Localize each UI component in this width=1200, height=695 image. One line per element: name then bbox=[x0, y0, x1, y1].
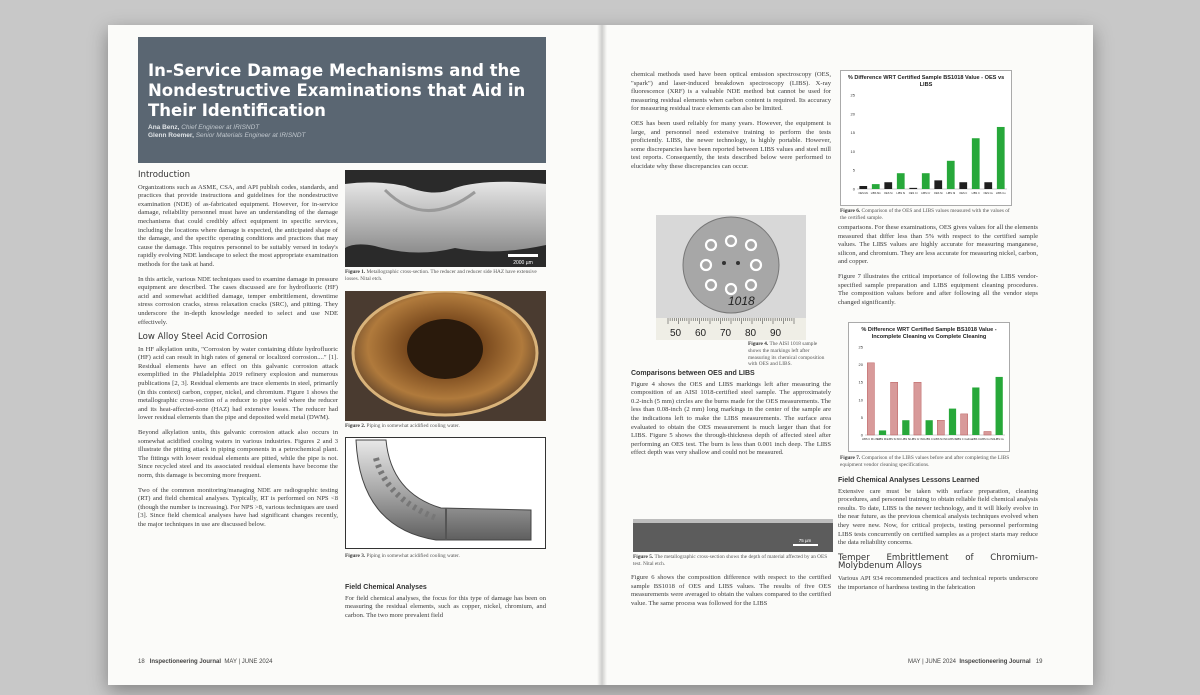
bar bbox=[897, 173, 905, 189]
x-tick-label: LIBS Cu bbox=[995, 192, 1006, 195]
figure-5-caption: Figure 5. The metallographic cross-section shows the depth of material affected by an OES test. Nital etch. bbox=[633, 554, 828, 567]
paragraph: Figure 4 shows the OES and LIBS markings left after measuring the composition of an AISI 1018-certified steel sample. The approximately 0.2-inch (5 mm) circles are the burns made for the OES measurements. The less than 0.08-inch (2 mm) long markings in the center of the sample are the indications left to make the LIBS measurements. The surface area evaluated to obtain the OES measurement is much larger than that for LIBS. Figure 5 shows the through-thickness depth of affected steel after performing an OES test. The burn is less than 0.001 inch deep. The LIBS effect depth was very shallow and could not be measured. bbox=[631, 380, 831, 457]
bar bbox=[947, 161, 955, 189]
y-tick-label: 5 bbox=[852, 167, 855, 173]
x-tick-label: LIBS C Mn INC bbox=[861, 438, 880, 441]
x-tick-label: LIBS Cu INC bbox=[980, 438, 995, 441]
figure-6-caption: Figure 6. Comparison of the OES and LIBS values measured with the values of the certified sample. bbox=[840, 208, 1010, 221]
figure-1-scale: 2000 µm bbox=[513, 260, 533, 266]
heading-temper: Temper Embrittlement of Chromium-Molybdenum Alloys bbox=[838, 552, 1038, 572]
x-tick-label: LIBS Mn bbox=[870, 192, 881, 195]
bar bbox=[926, 420, 933, 435]
author-1-name: Ana Benz, bbox=[148, 124, 180, 131]
x-tick-label: OES Si bbox=[883, 192, 893, 195]
bar bbox=[914, 382, 921, 435]
x-tick-label: LIBS Si INC bbox=[887, 438, 902, 441]
bar bbox=[891, 382, 898, 435]
y-tick-label: 5 bbox=[860, 414, 863, 420]
bar bbox=[867, 363, 874, 435]
x-tick-label: OES Cr bbox=[908, 192, 918, 195]
paragraph: Figure 7 illustrates the critical importance of following the LIBS vendor-specified sample preparation and LIBS equipment cleaning procedures. The composition values before and after following all the vendor steps changed significantly. bbox=[838, 272, 1038, 306]
author-1-role: Chief Engineer at IRISNDT bbox=[181, 124, 260, 131]
x-tick-label: OES C bbox=[959, 192, 968, 195]
paragraph: chemical methods used have been optical emission spectroscopy (OES, "spark") and laser-induced breakdown spectroscopy (LIBS). X-ray fluorescence (XRF) is a valuable NDE method but cannot be used for measuring residual elements when carbon content is required. Its accuracy for measuring residual trace elements can also be limited. bbox=[631, 71, 831, 113]
figure-4-image bbox=[656, 215, 806, 340]
y-tick-label: 20 bbox=[858, 362, 863, 368]
figure-5-image bbox=[633, 519, 833, 552]
paragraph: For field chemical analyses, the focus for this type of damage has been on measuring the residual elements, such as copper, nickel, chromium, and carbon. The two more prevalent field bbox=[345, 594, 546, 619]
paragraph: Two of the common monitoring/managing NDE are radiographic testing (RT) and field chemical analyses. Typically, RT is performed on NPS <8 (though the number is increasing). For NPS >8, various techniques are used [3]. Since field chemical analyses have had significant changes recently, the major techniques in use are discussed below. bbox=[138, 486, 338, 528]
x-tick-label: LIBS Ni bbox=[948, 438, 957, 441]
y-tick-label: 0 bbox=[852, 186, 855, 192]
heading-field-chemical: Field Chemical Analyses bbox=[345, 584, 427, 591]
chart-6-title: % Difference WRT Certified Sample BS1018 Value - OES vs LIBS bbox=[847, 75, 1005, 88]
figure-4-handwriting: 1018 bbox=[728, 294, 755, 308]
y-tick-label: 20 bbox=[850, 111, 855, 117]
ruler-label: 50 bbox=[670, 328, 682, 339]
y-tick-label: 25 bbox=[858, 344, 863, 350]
x-tick-label: LIBS Cr INC bbox=[910, 438, 925, 441]
right-footer: MAY | JUNE 2024 Inspectioneering Journal 19 bbox=[908, 659, 1043, 665]
article-title: In-Service Damage Mechanisms and the Nondestructive Examinations that Aid in Their Identification bbox=[148, 61, 526, 120]
bar bbox=[984, 431, 991, 435]
y-tick-label: 15 bbox=[858, 379, 863, 385]
bar bbox=[884, 182, 892, 189]
byline bbox=[148, 124, 536, 140]
right-column-1-bottom bbox=[631, 574, 831, 614]
magazine-spread bbox=[108, 25, 1093, 685]
figure-4-caption: Figure 4. The AISI 1018 sample shows the markings left after measuring its chemical composition with OES and LIBS. bbox=[748, 341, 825, 368]
left-footer: 18 Inspectioneering Journal MAY | JUNE 2024 bbox=[138, 659, 273, 665]
x-tick-label: LIBS Si bbox=[896, 192, 906, 195]
bar bbox=[972, 138, 980, 189]
ruler-label: 70 bbox=[720, 328, 732, 339]
paragraph: Figure 6 shows the composition difference with respect to the certified sample BS1018 of OES and LIBS values. The results of five OES measurements were averaged to obtain the values compared to the certified value. The same process was followed for the LIBS bbox=[631, 574, 831, 607]
x-tick-label: LIBS Ni bbox=[946, 192, 956, 195]
paragraph: In HF alkylation units, "Corrosion by water containing dilute hydrofluoric (HF) acid can result in high rates of general or localized corrosion...." [1]. Residual elements have an effect on this galvanic corrosion attack exemplified in the Philadelphia 2019 refinery explosion and numerous publications [2, 3]. Residual elements are trace elements in steel, primarily (in this context) carbon, copper, nickel, and chromium. Figure 1 shows the metallographic cross-section of a reducer to pipe weld where the reducer and its heat-affected-zone (HAZ) had extensive losses. The reducer had lower residual elements than the pipe and deposited weld metal (DWM). bbox=[138, 345, 338, 422]
bar bbox=[872, 184, 880, 189]
bar bbox=[997, 127, 1005, 189]
x-tick-label: OES Mn bbox=[858, 192, 869, 195]
figure-3-caption: Figure 3. Piping in somewhat acidified cooling water. bbox=[345, 553, 460, 559]
ruler-label: 80 bbox=[745, 328, 757, 339]
x-tick-label: LIBS Ni INC bbox=[933, 438, 948, 441]
right-column-2-bottom bbox=[838, 474, 1038, 598]
author-2-role: Senior Materials Engineer at IRISNDT bbox=[195, 132, 306, 139]
bar bbox=[972, 387, 979, 435]
bar bbox=[984, 182, 992, 189]
paragraph: In this article, various NDE techniques used to examine damage in pressure equipment are described. The cases discussed are for hydrofluoric (HF) acid and somewhat acidified damage, temper embrittlement, downtime stress corrosion cracks, stress relaxation cracks (SRC), and pitting. They underscore the in-depth knowledge needed to select and use NDE effectively. bbox=[138, 275, 338, 326]
paragraph: Beyond alkylation units, this galvanic corrosion attack also occurs in somewhat acidified cooling waters in various industries. Figures 2 and 3 illustrate the pitting attack in piping components in a petrochemical plant. The fittings with lower residual elements are pitted, while the pipe is not. Since recycled steel and its associated residual elements have become the norm, this damage is becoming more frequent. bbox=[138, 429, 338, 479]
figure-7-caption: Figure 7. Comparison of the LIBS values before and after completing the LIBS equipment vendor cleaning specifications. bbox=[840, 455, 1010, 468]
figure-2-caption: Figure 2. Piping in somewhat acidified cooling water. bbox=[345, 423, 460, 429]
heading-low-alloy: Low Alloy Steel Acid Corrosion bbox=[138, 332, 268, 343]
right-column-1-mid bbox=[631, 367, 831, 464]
figure-3-image bbox=[345, 437, 546, 549]
y-tick-label: 10 bbox=[850, 148, 855, 154]
figure-7-chart bbox=[848, 322, 1010, 452]
ruler-label: 60 bbox=[695, 328, 707, 339]
paragraph: comparisons. For these examinations, OES gives values for all the elements measured that differ less than 5% with respect to the certified sample values. The LIBS values are highly accurate for measuring manganese, silicon, and chromium. They are less accurate for measuring nickel, carbon, and copper. bbox=[838, 224, 1038, 266]
bar bbox=[909, 188, 917, 189]
bar bbox=[902, 420, 909, 435]
bar bbox=[937, 420, 944, 435]
heading-introduction: Introduction bbox=[138, 170, 191, 180]
y-tick-label: 10 bbox=[858, 397, 863, 403]
figure-1-caption: Figure 1. Metallographic cross-section. The reducer and reducer side HAZ have extensive losses. Nital etch. bbox=[345, 269, 537, 282]
x-tick-label: LIBS Cr bbox=[921, 192, 931, 195]
x-tick-label: LIBS Si bbox=[901, 438, 911, 441]
x-tick-label: LIBS C Carbon bbox=[955, 438, 973, 441]
y-tick-label: 25 bbox=[850, 92, 855, 98]
page-gutter bbox=[597, 25, 607, 685]
bar bbox=[934, 180, 942, 189]
bar bbox=[959, 182, 967, 189]
y-tick-label: 15 bbox=[850, 130, 855, 136]
ruler-label: 90 bbox=[770, 328, 782, 339]
x-tick-label: LIBS Cr bbox=[924, 438, 934, 441]
article-header bbox=[138, 37, 546, 163]
x-tick-label: OES Ni bbox=[933, 192, 943, 195]
figure-5-scale: 75 µm bbox=[798, 538, 812, 543]
x-tick-label: LIBS C bbox=[971, 438, 980, 441]
left-column-text bbox=[138, 167, 338, 536]
paragraph: Organizations such as ASME, CSA, and API publish codes, standards, and practices that provide instructions and guidelines for the nondestructive examination (NDE) of as-fabricated equipment. However, for in-service damage, reliability personnel must have an understanding of the damage mechanisms that could credibly affect equipment in specific services, including the locations where damage is expected, the anticipated shape of the damage, and the specific operating conditions and practices that may cause the damage. This requires personnel to be suitably versed in today's rapidly evolving NDE landscape to select the most appropriate examination methods for the task at hand. bbox=[138, 183, 338, 268]
paragraph: Various API 934 recommended practices and technical reports underscore the importance of hardness testing in the fabrication bbox=[838, 574, 1038, 591]
figure-6-chart bbox=[840, 70, 1012, 206]
x-tick-label: OES Cu bbox=[983, 192, 994, 195]
chart-7-title: % Difference WRT Certified Sample BS1018 Value - Incomplete Cleaning vs Complete Cleaning bbox=[861, 327, 997, 340]
bar bbox=[949, 409, 956, 435]
figure-1-image bbox=[345, 170, 546, 267]
bar bbox=[961, 414, 968, 435]
x-tick-label: LIBS C bbox=[971, 192, 980, 195]
left-column-2-text bbox=[345, 581, 546, 626]
bar bbox=[996, 377, 1003, 435]
right-column-2-mid bbox=[838, 224, 1038, 313]
figure-2-image bbox=[345, 291, 546, 421]
bar bbox=[879, 430, 886, 435]
y-tick-label: 0 bbox=[860, 432, 863, 438]
heading-lessons: Field Chemical Analyses Lessons Learned bbox=[838, 477, 980, 484]
author-2-name: Glenn Roemer, bbox=[148, 132, 194, 139]
bar bbox=[922, 173, 930, 189]
paragraph: Extensive care must be taken with surface preparation, cleaning procedures, and personnel training to obtain reliable field chemical analysis results. To date, LIBS is the newer technology, and it will likely evolve in the near future, as the previous chemical analysis techniques evolved when they were new. Now, for critical projects, testing personnel performing LIBS tests concurrently on certified samples as a project starts may reduce the data reliability concerns. bbox=[838, 487, 1038, 547]
heading-comparisons: Comparisons between OES and LIBS bbox=[631, 370, 755, 377]
right-column-1-top bbox=[631, 71, 831, 178]
bar bbox=[859, 186, 867, 189]
x-tick-label: LIBS Cu bbox=[994, 438, 1005, 441]
x-tick-label: LIBS Mn bbox=[877, 438, 888, 441]
paragraph: OES has been used reliably for many years. However, the equipment is large, and personnel need extensive training to perform the tests proficiently. LIBS, the newer technology, is highly portable. However, some discrepancies have been reported between LIBS values and steel mill test reports. Consequently, the tests described below were performed to elucidate why these discrepancies can occur. bbox=[631, 119, 831, 170]
